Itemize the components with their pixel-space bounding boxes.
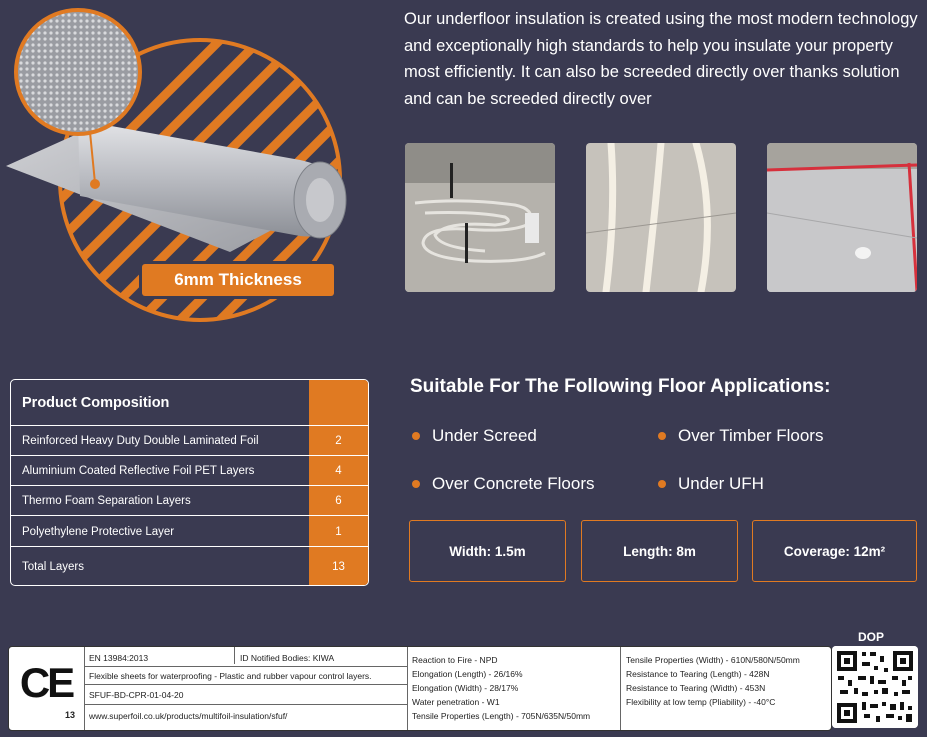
- table-header: [11, 380, 368, 425]
- applications-title: Suitable For The Following Floor Applications:: [410, 376, 831, 397]
- header-accent-cell: [309, 380, 368, 425]
- property-line: Reaction to Fire - NPD: [412, 655, 498, 665]
- ce-year: 13: [65, 710, 76, 720]
- bullet-icon: [658, 480, 666, 488]
- application-item: [658, 426, 823, 446]
- property-line: Elongation (Width) - 28/17%: [412, 683, 519, 693]
- width-spec-box: Width: 1.5m: [409, 520, 566, 582]
- coverage-spec-box: Coverage: 12m²: [752, 520, 917, 582]
- product-description: Flexible sheets for waterproofing - Plastic and rubber vapour control layers.: [89, 671, 372, 681]
- row-label: Total Layers: [22, 560, 85, 573]
- intro-paragraph: Our underfloor insulation is created using the most modern technology and exceptionally high standards to help you insulate your property most efficiently. It can also be screeded directly over thanks solution and can be screeded directly over: [404, 10, 918, 108]
- table-row: [11, 485, 368, 516]
- row-label: Reinforced Heavy Duty Double Laminated Foil: [22, 435, 259, 447]
- qr-code-icon[interactable]: [832, 646, 918, 728]
- property-line: Resistance to Tearing (Width) - 453N: [626, 683, 766, 693]
- property-line: Tensile Properties (Width) - 610N/580N/50mm: [626, 655, 800, 665]
- application-label: Under UFH: [678, 474, 764, 493]
- property-line: Water penetration - W1: [412, 697, 500, 707]
- row-value: 1: [309, 516, 368, 547]
- dop-label: DOP: [858, 630, 885, 644]
- photo-underfloor-heating-pipes: [405, 143, 555, 292]
- table-row: [11, 455, 368, 486]
- application-item: [658, 474, 764, 494]
- application-item: [412, 426, 537, 446]
- property-line: Elongation (Length) - 26/16%: [412, 669, 523, 679]
- notified-body: ID Notified Bodies: KIWA: [240, 653, 335, 663]
- thickness-badge: 6mm Thickness: [142, 264, 334, 296]
- length-spec-box: Length: 8m: [581, 520, 738, 582]
- table-row-total: [11, 546, 368, 586]
- product-composition-table: [10, 379, 369, 586]
- row-value: 2: [309, 426, 368, 456]
- dop-footer-panel: [8, 646, 832, 731]
- product-url[interactable]: www.superfoil.co.uk/products/multifoil-insulation/sfuf/: [89, 711, 288, 721]
- row-label: Thermo Foam Separation Layers: [22, 495, 191, 507]
- bullet-icon: [412, 480, 420, 488]
- properties-column-a: [412, 653, 590, 723]
- property-line: Resistance to Tearing (Length) - 428N: [626, 669, 770, 679]
- photo-pipes-on-foil: [586, 143, 736, 292]
- property-line: Tensile Properties (Length) - 705N/635N/50mm: [412, 711, 591, 721]
- properties-column-b: [626, 653, 800, 709]
- row-label: Aluminium Coated Reflective Foil PET Layers: [22, 465, 255, 477]
- ce-mark-logo: CE: [19, 659, 73, 706]
- photo-foil-floor: [767, 143, 917, 292]
- bullet-icon: [658, 432, 666, 440]
- table-title: Product Composition: [22, 394, 170, 411]
- application-label: Over Timber Floors: [678, 426, 824, 445]
- application-label: Over Concrete Floors: [432, 474, 595, 493]
- table-row: [11, 515, 368, 547]
- row-value: 13: [309, 547, 368, 586]
- doc-code: SFUF-BD-CPR-01-04-20: [89, 690, 184, 700]
- application-item: [412, 474, 595, 494]
- row-value: 4: [309, 456, 368, 486]
- bullet-icon: [412, 432, 420, 440]
- property-line: Flexibility at low temp (Pliability) - -40°C: [626, 697, 776, 707]
- row-value: 6: [309, 486, 368, 516]
- standard-ref: EN 13984:2013: [89, 653, 149, 663]
- table-row: [11, 425, 368, 456]
- application-label: Under Screed: [432, 426, 537, 445]
- row-label: Polyethylene Protective Layer: [22, 525, 175, 538]
